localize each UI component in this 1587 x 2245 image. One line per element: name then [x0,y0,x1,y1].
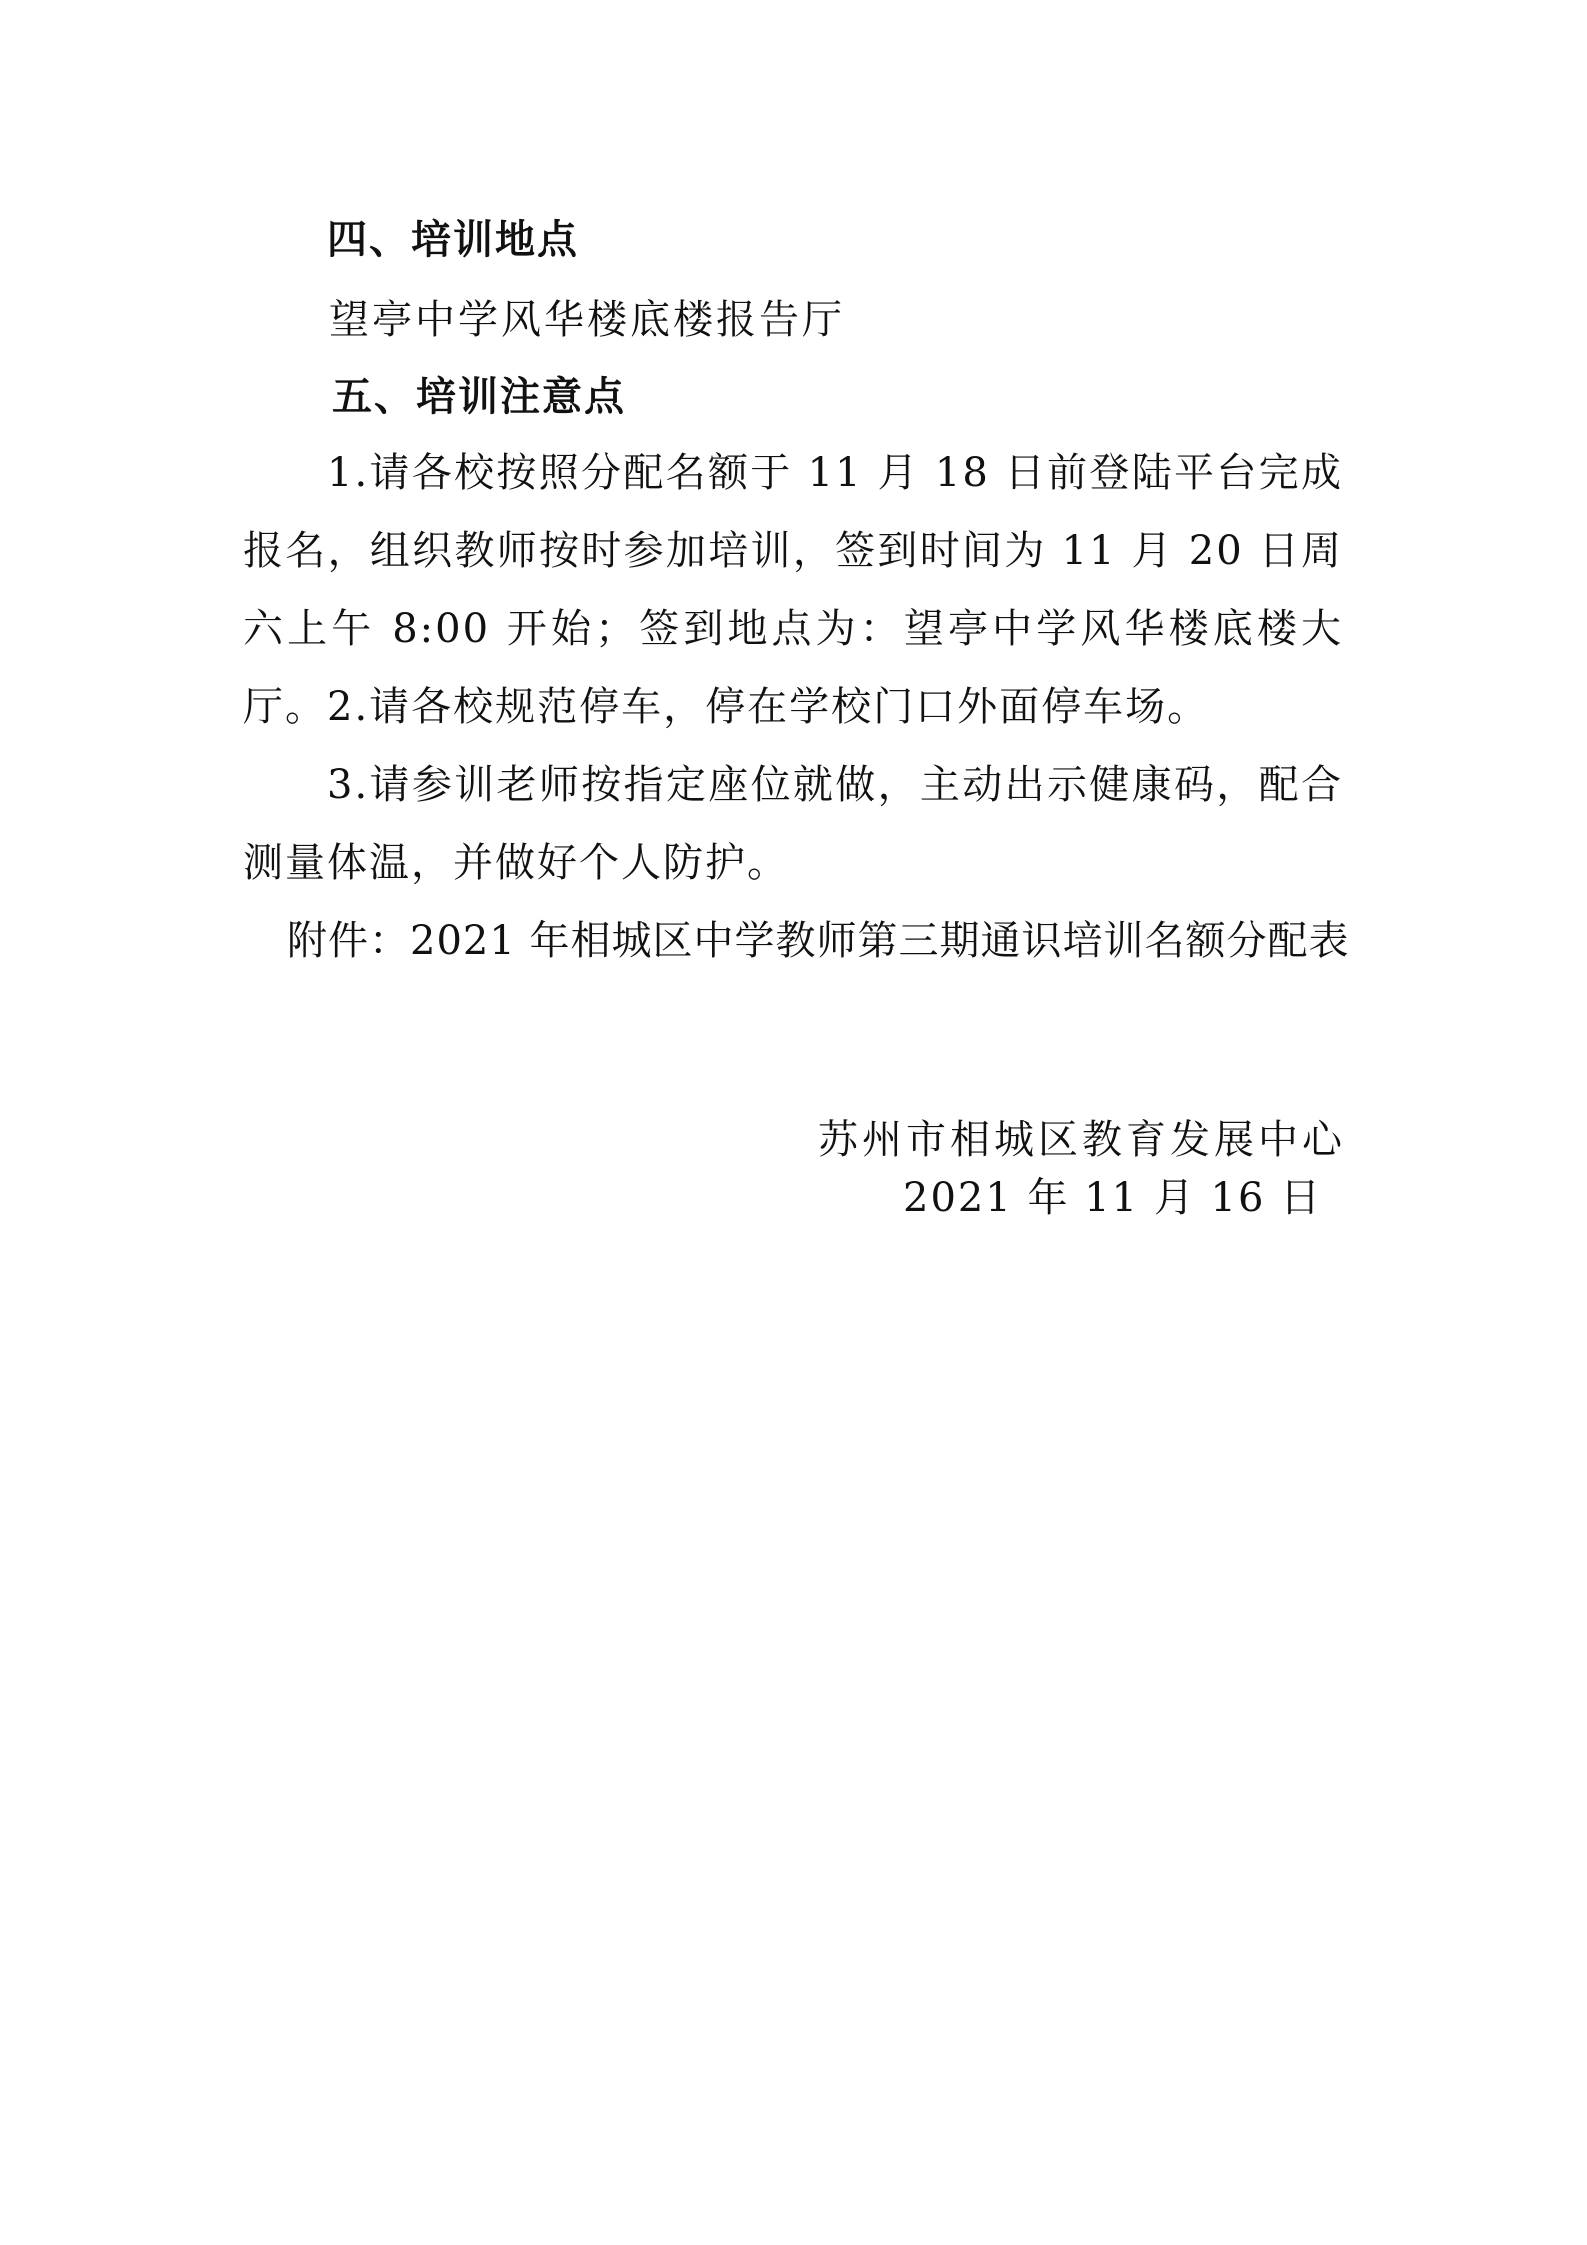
section-heading-notes: 五、培训注意点 [332,374,626,420]
signature-date: 2021 年 11 月 16 日 [903,1175,1323,1221]
signature-organization: 苏州市相城区教育发展中心 [818,1117,1346,1163]
note-item-2: 2.请各校规范停车，停在学校门口外面停车场。 [327,684,1210,730]
location-text: 望亭中学风华楼底楼报告厅 [329,297,845,343]
note-item-3: 3.请参训老师按指定座位就做，主动出示健康码，配合测量体温，并做好个人防护。 [243,762,1343,886]
attachment-line: 附件：2021 年相城区中学教师第三期通识培训名额分配表 [287,918,1350,964]
note-item-1: 1.请各校按照分配名额于 11 月 18 日前登陆平台完成报名，组织教师按时参加培训，签到时间为 11 月 20 日周六上午 8:00 开始；签到地点为：望亭中学风华楼底楼大厅。 [243,450,1343,730]
section-heading-location: 四、培训地点 [327,217,579,263]
